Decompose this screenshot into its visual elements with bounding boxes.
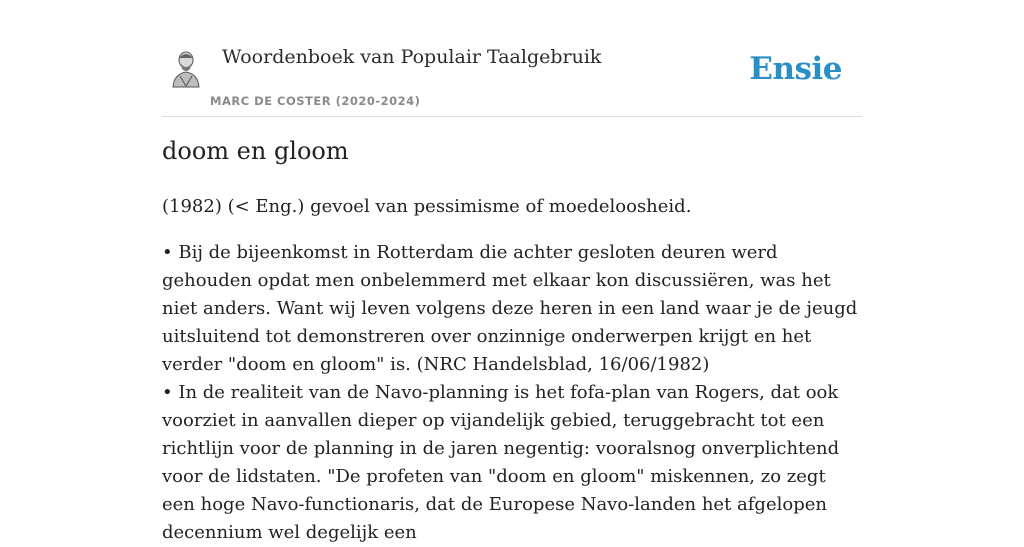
dictionary-title[interactable]: Woordenboek van Populair Taalgebruik (222, 46, 602, 68)
author-byline[interactable]: MARC DE COSTER (2020-2024) (210, 94, 421, 108)
entry-quotes (162, 239, 864, 547)
entry-definition: (1982) (< Eng.) gevoel van pessimisme of moedeloosheid. (162, 196, 692, 217)
site-header (162, 0, 862, 117)
author-portrait-icon[interactable] (170, 50, 202, 88)
brand-logo[interactable]: Ensie (749, 51, 842, 87)
quote-paragraph: • In de realiteit van de Navo-planning is het fofa-plan van Rogers, dat ook voorziet in aanvallen dieper op vijandelijk gebied, teruggebracht tot een richtlijn voor de planning in de jaren negentig: vooralsnog onverplichtend voor de lidstaten. "De profeten van "doom en gloom" miskennen, zo zegt een hoge Navo-functionaris, dat de Europese Navo-landen het afgelopen decennium wel degelijk een (162, 382, 840, 543)
page (162, 0, 862, 543)
entry-headword: doom en gloom (162, 137, 349, 165)
quote-paragraph: • Bij de bijeenkomst in Rotterdam die achter gesloten deuren werd gehouden opdat men onbelemmerd met elkaar kon discussiëren, was het niet anders. Want wij leven volgens deze heren in een land waar je de jeugd uitsluitend tot demonstreren over onzinnige onderwerpen krijgt en het verder "doom en gloom" is. (NRC Handelsblad, 16/06/1982) (162, 242, 858, 375)
